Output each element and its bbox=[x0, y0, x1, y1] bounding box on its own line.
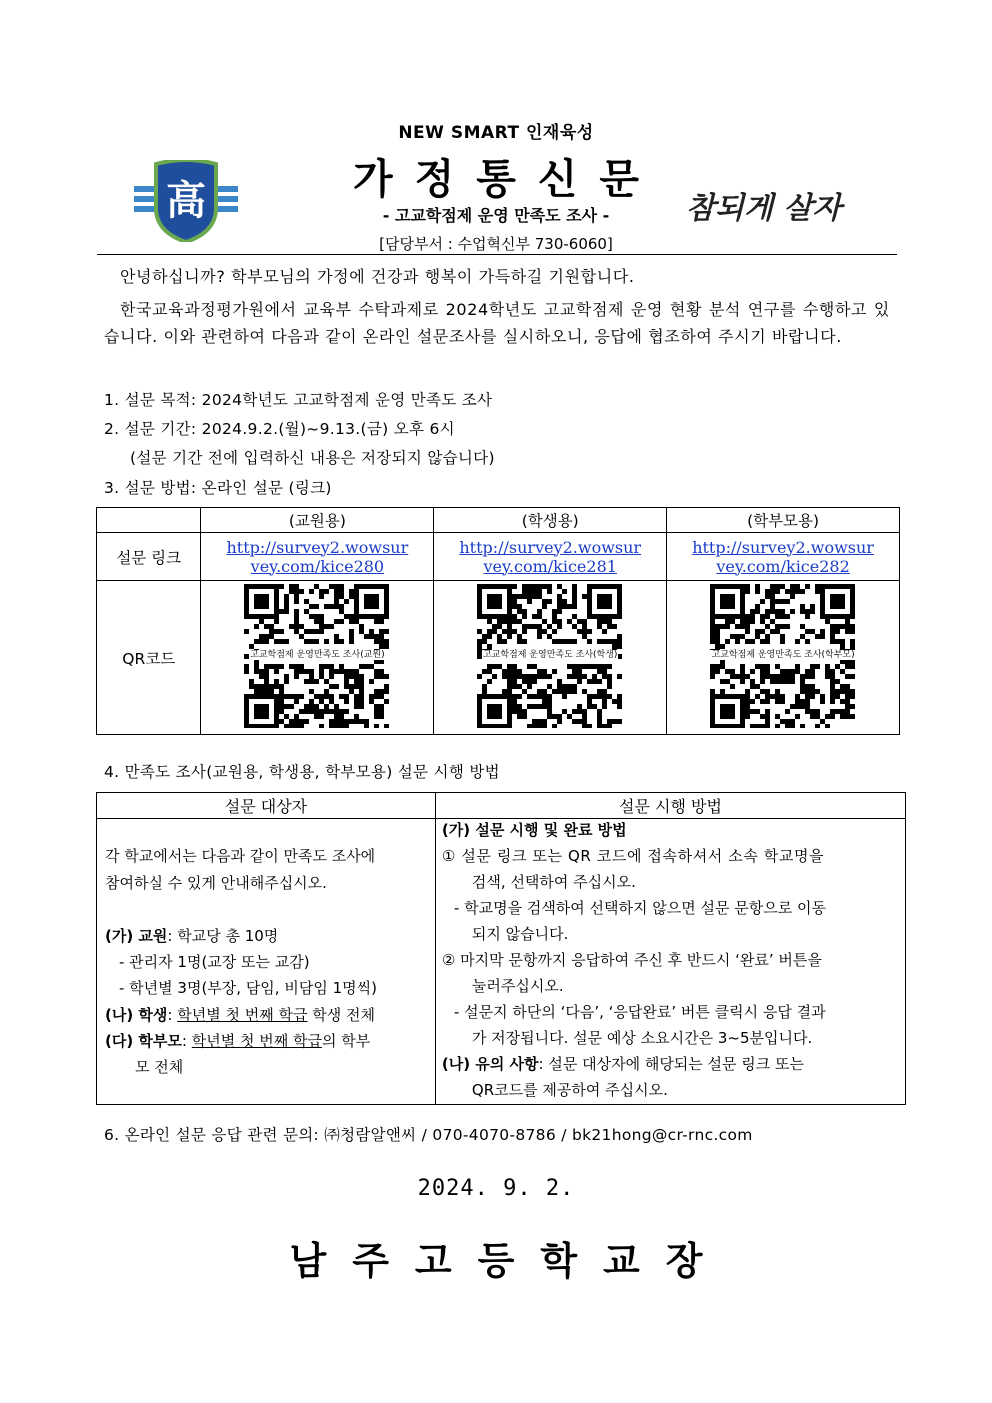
section4-title: 4. 만족도 조사(교원용, 학생용, 학부모용) 설문 시행 방법 bbox=[104, 763, 500, 781]
student-link-line2[interactable]: vey.com/kice281 bbox=[483, 556, 617, 576]
method-step1a: ① 설문 링크 또는 QR 코드에 접속하셔서 소속 학교명을 bbox=[441, 847, 825, 865]
table-corner bbox=[97, 508, 201, 533]
parent-label: (다) 학부모 bbox=[105, 1032, 182, 1050]
issue-date: 2024. 9. 2. bbox=[417, 1176, 575, 1201]
col-target-header: 설문 대상자 bbox=[97, 793, 436, 819]
notice-text: : 설문 대상자에 해당되는 설문 링크 또는 bbox=[538, 1055, 805, 1073]
target-teacher bbox=[105, 925, 278, 946]
qr-cell-parent bbox=[667, 581, 900, 735]
svg-text:참되게 살자: 참되게 살자 bbox=[686, 191, 842, 226]
survey-link-table bbox=[96, 507, 900, 735]
student-colon: : bbox=[167, 1006, 178, 1024]
target-parent-line2: 모 전체 bbox=[135, 1058, 184, 1076]
page-title: 가정통신문 bbox=[352, 155, 662, 203]
method-step3b: 눌러주십시오. bbox=[471, 977, 564, 995]
greeting-text: 안녕하십니까? 학부모님의 가정에 건강과 행복이 가득하길 기원합니다. bbox=[120, 267, 635, 286]
survey-period: 2. 설문 기간: 2024.9.2.(월)~9.13.(금) 오후 6시 bbox=[104, 420, 455, 438]
survey-link-student[interactable] bbox=[434, 533, 667, 581]
target-student bbox=[105, 1004, 375, 1025]
survey-period-note: (설문 기간 전에 입력하신 내용은 저장되지 않습니다) bbox=[130, 449, 495, 467]
method-step3a: ② 마지막 문항까지 응답하여 주신 후 반드시 ‘완료’ 버튼을 bbox=[441, 951, 822, 969]
qr-caption-teacher: 고교학점제 운영만족도 조사(교원) bbox=[250, 650, 385, 660]
method-step4b: 가 저장됩니다. 설문 예상 소요시간은 3~5분입니다. bbox=[471, 1029, 813, 1047]
target-teacher-sub1: - 관리자 1명(교장 또는 교감) bbox=[119, 953, 310, 971]
survey-purpose: 1. 설문 목적: 2024학년도 고교학점제 운영 만족도 조사 bbox=[104, 391, 493, 409]
contact-info: 6. 온라인 설문 응답 관련 문의: ㈜청람알앤씨 / 070-4070-8786 / bk21hong@cr-rnc.com bbox=[104, 1126, 753, 1144]
qr-row-label: QR코드 bbox=[97, 581, 201, 735]
parent-underlined: 학년별 첫 번째 학급 bbox=[191, 1032, 322, 1050]
parent-colon: : bbox=[181, 1032, 192, 1050]
method-notice-line2: QR코드를 제공하여 주십시오. bbox=[471, 1081, 668, 1099]
header-teacher: (교원용) bbox=[201, 508, 434, 533]
principal-signature: 남주고등학교장 bbox=[289, 1239, 729, 1283]
teacher-link-line1[interactable]: http://survey2.wowsur bbox=[226, 537, 409, 557]
student-link-line1[interactable]: http://survey2.wowsur bbox=[459, 537, 642, 557]
header-student: (학생용) bbox=[434, 508, 667, 533]
target-intro-1: 각 학교에서는 다음과 같이 만족도 조사에 bbox=[105, 847, 376, 865]
parent-rest: 의 학부 bbox=[321, 1032, 371, 1050]
qr-cell-teacher bbox=[201, 581, 434, 735]
target-teacher-sub2: - 학년별 3명(부장, 담임, 비담임 1명씩) bbox=[119, 979, 377, 997]
method-step1b: 검색, 선택하여 주십시오. bbox=[471, 873, 636, 891]
parent-link-line1[interactable]: http://survey2.wowsur bbox=[692, 537, 874, 557]
qr-caption-student: 고교학점제 운영만족도 조사(학생) bbox=[482, 650, 618, 660]
method-step4a: - 설문지 하단의 ‘다음’, ‘응답완료’ 버튼 클릭시 응답 결과 bbox=[453, 1003, 826, 1021]
svg-text:高: 高 bbox=[166, 178, 206, 224]
intro-body-text: 한국교육과정평가원에서 교육부 수탁과제로 2024학년도 고교학점제 운영 현황 분석 연구를 수행하고 있습니다. 이와 관련하여 다음과 같이 온라인 설문조사를 실시하오니, 응답에 협조하여 주시기 바랍니다. bbox=[104, 300, 890, 346]
survey-link-parent[interactable] bbox=[667, 533, 900, 581]
qr-cell-student bbox=[434, 581, 667, 735]
target-intro-2: 참여하실 수 있게 안내해주십시오. bbox=[105, 874, 327, 892]
method-notice bbox=[442, 1053, 804, 1074]
link-row-label: 설문 링크 bbox=[97, 533, 201, 581]
method-step2b: 되지 않습니다. bbox=[471, 925, 569, 943]
department-info: [담당부서 : 수업혁신부 730-6060] bbox=[379, 235, 613, 253]
teacher-label: (가) 교원 bbox=[105, 927, 168, 945]
target-cell bbox=[97, 819, 436, 1105]
header-parent: (학부모용) bbox=[667, 508, 900, 533]
slogan: NEW SMART 인재육성 bbox=[398, 123, 594, 143]
notice-label: (나) 유의 사항 bbox=[441, 1055, 539, 1073]
method-table bbox=[96, 792, 906, 1105]
col-method-header: 설문 시행 방법 bbox=[435, 793, 905, 819]
student-rest: 학생 전체 bbox=[307, 1006, 375, 1024]
survey-method: 3. 설문 방법: 온라인 설문 (링크) bbox=[104, 479, 332, 497]
teacher-link-line2[interactable]: vey.com/kice280 bbox=[250, 556, 385, 576]
method-ga-title: (가) 설문 시행 및 완료 방법 bbox=[441, 821, 627, 839]
method-cell bbox=[435, 819, 905, 1105]
page-subtitle: - 고교학점제 운영 만족도 조사 - bbox=[382, 206, 610, 225]
student-label: (나) 학생 bbox=[105, 1006, 168, 1024]
teacher-text: : 학교당 총 10명 bbox=[167, 927, 279, 945]
survey-link-teacher[interactable] bbox=[201, 533, 434, 581]
method-step2a: - 학교명을 검색하여 선택하지 않으면 설문 문항으로 이동 bbox=[453, 899, 826, 917]
school-logo-icon bbox=[134, 160, 238, 242]
motto-calligraphy bbox=[686, 180, 876, 228]
parent-link-line2[interactable]: vey.com/kice282 bbox=[716, 556, 850, 576]
target-parent bbox=[105, 1030, 370, 1051]
header-divider bbox=[97, 254, 897, 255]
qr-caption-parent: 고교학점제 운영만족도 조사(학부모) bbox=[711, 650, 855, 660]
student-underlined: 학년별 첫 번째 학급 bbox=[177, 1006, 308, 1024]
